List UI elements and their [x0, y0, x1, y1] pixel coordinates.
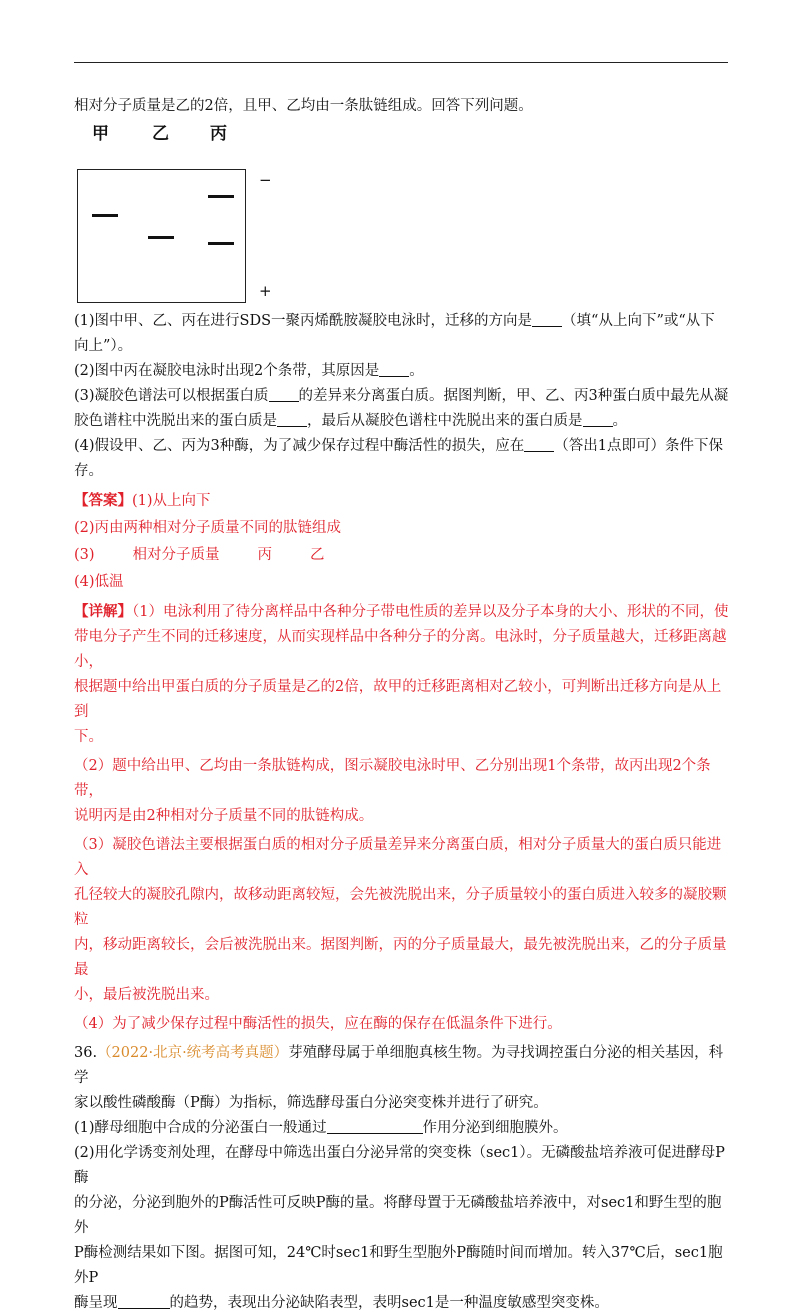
blank — [532, 312, 562, 327]
answer-4: (4)低温 — [74, 574, 124, 590]
detail-p3-line3: 内，移动距离较长，会后被洗脱出来。据图判断，丙的分子质量最大，最先被洗脱出来，乙的分子质量最 — [74, 937, 727, 978]
detail-p1-line3: 根据题中给出甲蛋白质的分子质量是乙的2倍，故甲的迁移距离相对乙较小，可判断出迁移方向是从上到 — [74, 679, 722, 720]
plus-sign: + — [259, 282, 272, 300]
label-yi: 乙 — [152, 124, 169, 144]
question-3: (3)凝胶色谱法可以根据蛋白质 的差异来分离蛋白质。据图判断，甲、乙、丙3种蛋白质中最先从凝 — [74, 388, 729, 404]
band-jia — [92, 214, 118, 217]
band-bing-lower — [208, 242, 234, 245]
detail-p3-line1: （3）凝胶色谱法主要根据蛋白质的相对分子质量差异来分离蛋白质，相对分子质量大的蛋白质只能进入 — [74, 837, 722, 878]
label-jia: 甲 — [92, 124, 109, 144]
q36-sub2-line1: (2)用化学诱变剂处理，在酵母中筛选出蛋白分泌异常的突变株（sec1）。无磷酸盐培养液可促进酵母P酶 — [74, 1145, 725, 1186]
blank — [379, 362, 409, 377]
page-content — [74, 94, 734, 1316]
question-3-cont: 胶色谱柱中洗脱出来的蛋白质是 ，最后从凝胶色谱柱中洗脱出来的蛋白质是 。 — [74, 413, 627, 429]
minus-sign: − — [259, 171, 272, 189]
detail-p1-line4: 下。 — [74, 729, 103, 745]
q36-stem-line1: 36.（2022·北京·统考高考真题）芽殖酵母属于单细胞真核生物。为寻找调控蛋白分泌的相关基因，科学 — [74, 1045, 724, 1086]
q36-sub1: (1)酵母细胞中合成的分泌蛋白一般通过 作用分泌到细胞膜外。 — [74, 1120, 568, 1136]
detail-p2-line1: （2）题中给出甲、乙均由一条肽链构成，图示凝胶电泳时甲、乙分别出现1个条带，故丙出现2个条带， — [74, 758, 711, 799]
detail-tag: 【详解】 — [74, 603, 132, 620]
question-4-cont: 存。 — [74, 463, 103, 479]
electrophoresis-figure — [74, 119, 734, 299]
blank — [277, 412, 307, 427]
q36-sub2-line3: P酶检测结果如下图。据图可知，24℃时sec1和野生型胞外P酶随时间而增加。转入37℃后，sec1胞外P — [74, 1245, 723, 1286]
band-bing-upper — [208, 195, 234, 198]
blank — [118, 1294, 170, 1309]
question-4: (4)假设甲、乙、丙为3种酶，为了减少保存过程中酶活性的损失，应在 （答出1点即可）条件下保 — [74, 438, 723, 454]
detail-p1-line2: 带电分子产生不同的迁移速度，从而实现样品中各种分子的分离。电泳时，分子质量越大，迁移距离越小， — [74, 629, 727, 670]
detail-p4: （4）为了减少保存过程中酶活性的损失，应在酶的保存在低温条件下进行。 — [74, 1016, 562, 1032]
detail-p3-line2: 孔径较大的凝胶孔隙内，故移动距离较短，会先被洗脱出来，分子质量较小的蛋白质进入较多的凝胶颗粒 — [74, 887, 727, 928]
question-1-cont: 向上”）。 — [74, 338, 133, 354]
detail-p3-line4: 小，最后被洗脱出来。 — [74, 987, 219, 1003]
answer-1: 【答案】(1)从上向下 — [74, 492, 211, 509]
q36-sub2-line2: 的分泌，分泌到胞外的P酶活性可反映P酶的量。将酵母置于无磷酸盐培养液中，对sec1和野生型的胞外 — [74, 1195, 722, 1236]
q36-stem-line2: 家以酸性磷酸酶（P酶）为指标，筛选酵母蛋白分泌突变株并进行了研究。 — [74, 1095, 548, 1111]
gel-box — [77, 169, 246, 303]
q36-number: 36. — [74, 1045, 98, 1061]
q36-source: （2022·北京·统考高考真题） — [97, 1045, 289, 1061]
detail-p2-line2: 说明丙是由2种相对分子质量不同的肽链构成。 — [74, 808, 374, 824]
answer-tag: 【答案】 — [74, 492, 132, 509]
header-rule — [74, 62, 728, 63]
detail-p1-line1: 【详解】（1）电泳利用了待分离样品中各种分子带电性质的差异以及分子本身的大小、形状的不同，使 — [74, 603, 729, 620]
question-1: (1)图中甲、乙、丙在进行SDS一聚丙烯酰胺凝胶电泳时，迁移的方向是 （填“从上向下”或“从下 — [74, 313, 715, 329]
question-2: (2)图中丙在凝胶电泳时出现2个条带，其原因是 。 — [74, 363, 424, 379]
answer-2: (2)丙由两种相对分子质量不同的肽链组成 — [74, 520, 342, 536]
band-yi — [148, 236, 174, 239]
blank — [524, 437, 554, 452]
blank — [269, 387, 299, 402]
label-bing: 丙 — [210, 124, 227, 144]
answer-3: (3) 相对分子质量 丙 乙 — [74, 547, 325, 563]
blank — [583, 412, 613, 427]
intro-text: 相对分子质量是乙的2倍，且甲、乙均由一条肽链组成。回答下列问题。 — [74, 98, 533, 114]
q36-sub2-line4: 酶呈现 的趋势，表现出分泌缺陷表型，表明sec1是一种温度敏感型突变株。 — [74, 1295, 609, 1311]
